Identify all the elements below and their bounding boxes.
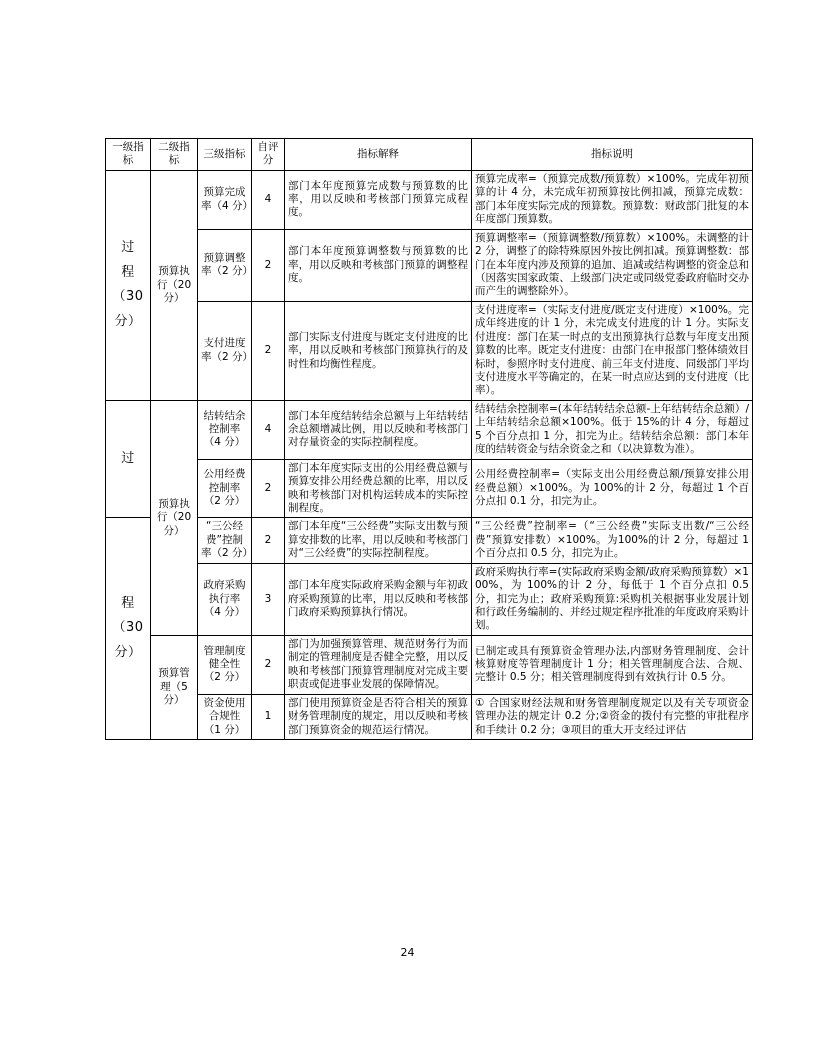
table-row [106, 459, 753, 518]
table-body [106, 170, 753, 739]
level3-cell: 支付进度率（2 分） [198, 301, 252, 400]
explanation-cell: 部门本年度预算调整数与预算数的比率，用以反映和考核部门预算的调整程度。 [285, 229, 472, 301]
page-number: 24 [400, 946, 415, 959]
header-self-score: 自评分 [252, 139, 285, 171]
self-score-cell: 3 [252, 563, 285, 635]
description-cell: 已制定或具有预算资金管理办法,内部财务管理制度、会计核算财度等管理制度计 1 分；相关管理制度合法、合规、完整计 0.5 分；相关管理制度得到有效执行计 0.5 分。 [472, 635, 753, 694]
level3-cell: 政府采购执行率（4 分） [198, 563, 252, 635]
level3-cell: 结转结余控制率（4 分） [198, 400, 252, 459]
self-score-cell: 2 [252, 635, 285, 694]
level1-cell-group1 [106, 170, 151, 400]
header-indicator-description: 指标说明 [472, 139, 753, 171]
description-cell: 支付进度率=（实际支付进度/既定支付进度）×100%。完成年终进度的计 1 分，未完成支付进度的计 1 分。实际支付进度：部门在某一时点的支出预算执行总数与年度支出预算数的比率。既定支付进度：由部门在申报部门整体绩效目标时，参照序时支付进度、前三年支付进度、同级部门平均支付进度水平等确定的，在某一时点应达到的支付进度（比率）。 [472, 301, 753, 400]
table-row [106, 301, 753, 400]
self-score-cell: 2 [252, 301, 285, 400]
evaluation-table [105, 138, 753, 740]
table-row [106, 170, 753, 229]
table-row [106, 563, 753, 635]
description-cell: 预算调整率=（预算调整数/预算数）×100%。未调整的计 2 分，调整了的除特殊原因外按比例扣减。预算调整数：部门在本年度内涉及预算的追加、追减或结构调整的资金总和（因落实国家政策、上级部门决定或同级党委政府临时交办而产生的调整除外）。 [472, 229, 753, 301]
header-level2: 二级指标 [151, 139, 198, 171]
level1-char: 程 [121, 595, 135, 611]
level1-char: 过 [121, 240, 135, 255]
header-level3: 三级指标 [198, 139, 252, 171]
explanation-cell: 部门本年度“三公经费”实际支出数与预算安排数的比率，用以反映和考核部门对“三公经费”的实际控制程度。 [285, 518, 472, 563]
self-score-cell: 2 [252, 518, 285, 563]
self-score-cell: 2 [252, 229, 285, 301]
table-row [106, 518, 753, 563]
table-row [106, 400, 753, 459]
table-row [106, 635, 753, 694]
explanation-cell: 部门本年度实际支出的公用经费总额与预算安排公用经费总额的比率，用以反映和考核部门对机构运转成本的实际控制程度。 [285, 459, 472, 518]
level3-cell: 公用经费控制率（2 分） [198, 459, 252, 518]
explanation-cell: 部门本年度结转结余总额与上年结转结余总额增减比例，用以反映和考核部门对存量资金的实际控制程度。 [285, 400, 472, 459]
description-cell: ① 合国家财经法规和财务管理制度规定以及有关专项资金管理办法的规定计 0.2 分;②资金的拨付有完整的审批程序和手续计 0.2 分；③项目的重大开支经过评估 [472, 694, 753, 739]
self-score-cell: 4 [252, 170, 285, 229]
level1-cell-group2-bottom [106, 518, 151, 740]
explanation-cell: 部门实际支付进度与既定支付进度的比率，用以反映和考核部门预算执行的及时性和均衡性程度。 [285, 301, 472, 400]
level3-cell: “三公经费”控制率（2 分） [198, 518, 252, 563]
table-row [106, 694, 753, 739]
level1-char: 过 [121, 450, 135, 466]
description-cell: 结转结余控制率=(本年结转结余总额-上年结转结余总额）/上年结转结余总额×100%。低于 15%的计 4 分，每超过 5 个百分点扣 1 分，扣完为止。结转结余总额：部门本年度的结转资金与结余资金之和（以决算数为准）。 [472, 400, 753, 459]
description-cell: 预算完成率=（预算完成数/预算数）×100%。完成年初预算的计 4 分，未完成年初预算按比例扣减，预算完成数：部门本年度实际完成的预算数。预算数：财政部门批复的本年度部门预算数。 [472, 170, 753, 229]
level2-cell-group1: 预算执行（20 分） [151, 170, 198, 400]
level2-cell-group3: 预算管理（5 分） [151, 635, 198, 739]
table-header [106, 139, 753, 171]
description-cell: 政府采购执行率=(实际政府采购金额/政府采购预算数）×100%，为 100%的计 2 分，每低于 1 个百分点扣 0.5 分，扣完为止；政府采购预算:采购机关根据事业发展计划和行政任务编制的、并经过规定程序批准的年度政府采购计划。 [472, 563, 753, 635]
description-cell: “三公经费”控制率=（“三公经费”实际支出数/“三公经费”预算安排数）×100%。为100%的计 2 分，每超过 1 个百分点扣 0.5 分，扣完为止。 [472, 518, 753, 563]
evaluation-table-container [105, 138, 749, 740]
level3-cell: 管理制度健全性（2 分） [198, 635, 252, 694]
level1-char: 分） [114, 314, 142, 330]
level1-char: 程 [121, 264, 135, 280]
level3-cell: 预算调整率（2 分） [198, 229, 252, 301]
explanation-cell: 部门为加强预算管理、规范财务行为而制定的管理制度是否健全完整，用以反映和考核部门预算管理制度对完成主要职责或促进事业发展的保障情况。 [285, 635, 472, 694]
self-score-cell: 1 [252, 694, 285, 739]
description-cell: 公用经费控制率=（实际支出公用经费总额/预算安排公用经费总额）×100%。为 100%的计 2 分，每超过 1 个百分点扣 0.1 分，扣完为止。 [472, 459, 753, 518]
header-level1: 一级指标 [106, 139, 151, 171]
level1-char: （30 [112, 620, 144, 636]
explanation-cell: 部门本年度实际政府采购金额与年初政府采购预算的比率，用以反映和考核部门政府采购预算执行情况。 [285, 563, 472, 635]
table-header-row [106, 139, 753, 171]
level2-cell-group2: 预算执行（20 分） [151, 400, 198, 635]
self-score-cell: 4 [252, 400, 285, 459]
level1-char: 分） [114, 645, 142, 660]
explanation-cell: 部门本年度预算完成数与预算数的比率，用以反映和考核部门预算完成程度。 [285, 170, 472, 229]
level3-cell: 预算完成率（4 分） [198, 170, 252, 229]
self-score-cell: 2 [252, 459, 285, 518]
level1-cell-group2-top [106, 400, 151, 518]
level3-cell: 资金使用合规性（1 分） [198, 694, 252, 739]
level1-char: （30 [112, 289, 144, 305]
table-row [106, 229, 753, 301]
explanation-cell: 部门使用预算资金是否符合相关的预算财务管理制度的规定，用以反映和考核部门预算资金的规范运行情况。 [285, 694, 472, 739]
header-indicator-explanation: 指标解释 [285, 139, 472, 171]
